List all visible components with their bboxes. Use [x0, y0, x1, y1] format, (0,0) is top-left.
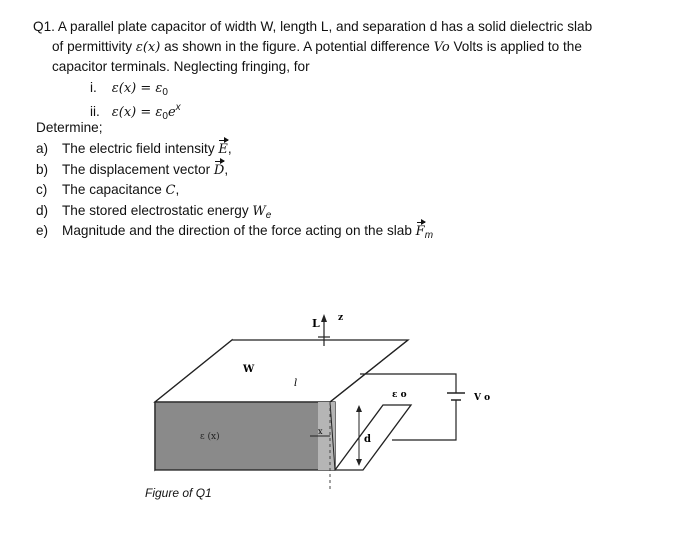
part-c-post: , — [175, 182, 180, 197]
label-eps0: ε o — [392, 390, 407, 400]
case-i-subscript: 0 — [162, 87, 168, 98]
part-d-text: The stored electrostatic energy — [62, 203, 253, 218]
question-line-2-c: as shown in the figure. A potential difference — [160, 39, 434, 54]
z-axis-arrowhead — [321, 314, 327, 322]
label-eps-x: ε (x) — [200, 432, 220, 442]
question-line-2-a: of permittivity — [52, 39, 136, 54]
case-ii-number: ii. — [90, 104, 100, 119]
question-line-1: Q1. A parallel plate capacitor of width W, length L, and separation d has a solid dielectric slab — [33, 19, 593, 34]
case-i-lhs: ε(x) = ε — [111, 81, 163, 96]
part-c-text: The capacitance — [62, 182, 166, 197]
part-b-letter: b) — [36, 162, 49, 177]
dielectric-slab-front — [155, 402, 335, 470]
determine-heading: Determine; — [36, 120, 103, 135]
label-z: z — [338, 313, 344, 323]
voltage-symbol: Vo — [433, 40, 450, 55]
part-c-letter: c) — [36, 182, 48, 197]
part-b-text: The displacement vector — [62, 162, 214, 177]
bottom-plate — [335, 405, 411, 470]
energy-subscript: e — [265, 210, 272, 221]
part-e-letter: e) — [36, 223, 49, 238]
wire-top — [360, 374, 456, 393]
energy-symbol: W — [252, 204, 266, 219]
d-arrow-top — [356, 405, 362, 412]
force-vector: F — [415, 224, 425, 239]
electric-field-vector: E — [218, 142, 228, 157]
top-plate — [155, 340, 408, 402]
part-a-post: , — [227, 141, 232, 156]
figure-caption: Figure of Q1 — [145, 486, 212, 500]
part-e-text: Magnitude and the direction of the force acting on the slab — [62, 223, 416, 238]
capacitance-symbol: C — [165, 183, 176, 198]
label-Vo: V o — [474, 393, 491, 403]
case-ii-subscript: 0 — [162, 111, 168, 122]
label-l: l — [294, 378, 298, 389]
case-i-number: i. — [90, 80, 97, 95]
case-ii-superscript: x — [175, 102, 181, 113]
label-d: d — [364, 434, 371, 445]
question-line-2-e: Volts is applied to the — [449, 39, 582, 54]
case-ii-exp-base: e — [167, 105, 176, 120]
part-d-letter: d) — [36, 203, 49, 218]
part-a-letter: a) — [36, 141, 49, 156]
permittivity-symbol: ε(x) — [135, 40, 161, 55]
question-line-3: capacitor terminals. Neglecting fringing, for — [52, 59, 310, 74]
part-b-post: , — [224, 162, 229, 177]
part-a-text: The electric field intensity — [62, 141, 219, 156]
case-ii-lhs: ε(x) = ε — [111, 105, 163, 120]
label-W: W — [243, 364, 255, 375]
label-x: x — [318, 427, 323, 436]
force-subscript: m — [424, 230, 434, 241]
displacement-vector: D — [213, 163, 225, 178]
label-L: L — [312, 317, 320, 330]
